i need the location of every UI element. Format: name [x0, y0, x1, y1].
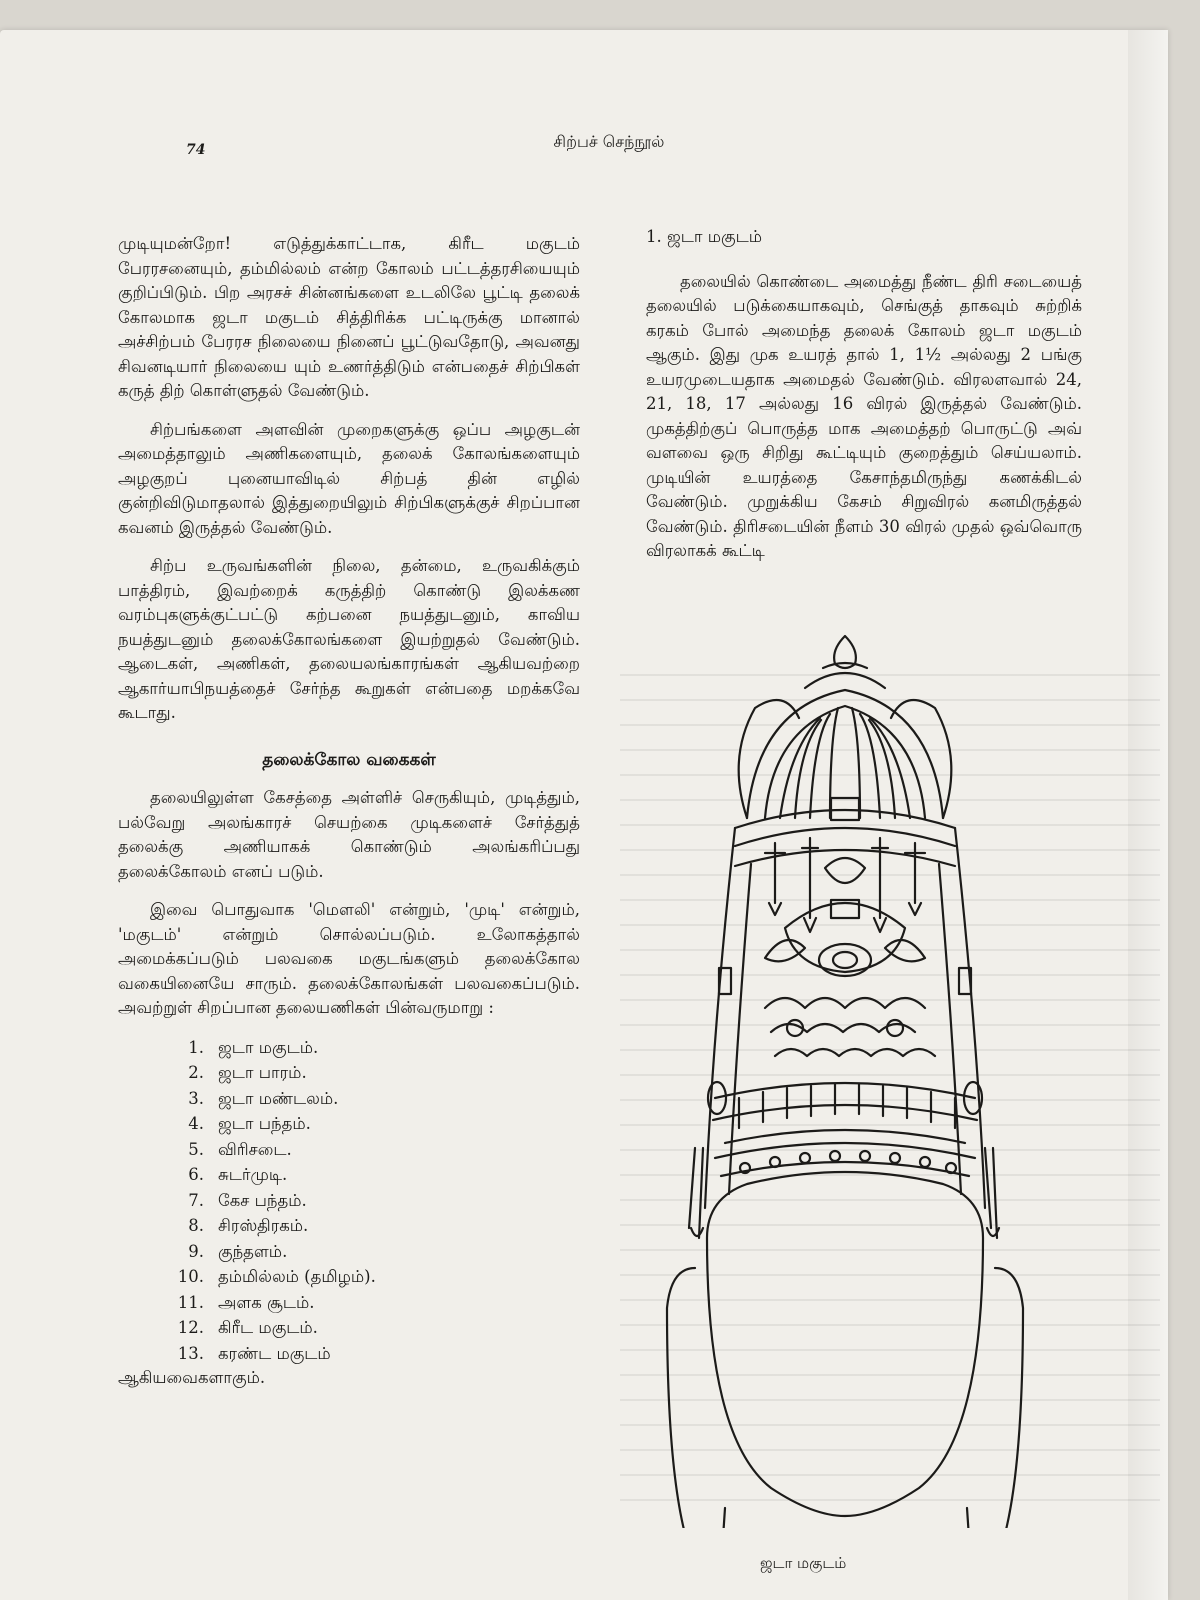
list-item: 12. கிரீட மகுடம்.	[177, 1318, 318, 1337]
section-heading: தலைக்கோல வகைகள்	[262, 749, 436, 770]
list-item: 10. தம்மில்லம் (தமிழம்).	[177, 1267, 376, 1286]
paragraph: சிற்பங்களை அளவின் முறைகளுக்கு ஒப்ப அழகுடன் அமைத்தாலும் அணிகளையும், தலைக் கோலங்களையும் அழகுறப் புனையாவிடில் சிற்பத் தின் எழில் குன்றிவிடுமாதலால் இத்துறையிலும் சிற்பிகளுக்குச் சிறப்பான கவனம் இருத்தல் வேண்டும்.	[118, 419, 580, 537]
list-item: 13. கரண்ட மகுடம்	[177, 1343, 331, 1363]
list-item: 11. அளக சூடம்.	[177, 1292, 315, 1312]
list-item: 5. விரிசடை.	[188, 1139, 292, 1159]
figure-caption: ஜடா மகுடம்	[760, 1554, 847, 1572]
right-column	[646, 225, 1082, 564]
headdress-list	[174, 1035, 580, 1367]
paragraph: தலையில் கொண்டை அமைத்து நீண்ட திரி சடையைத் தலையில் படுக்கையாகவும், செங்குத் தாகவும் சுற்றிக் கரகம் போல் அமைந்த தலைக் கோலம் ஜடா மகுடம் ஆகும். இது முக உயரத் தால் 1, 1½ அல்லது 2 பங்கு உயரமுடையதாக அமைதல் வேண்டும். விரலளவால் 24, 21, 18, 17 அல்லது 16 விரல் இருத்தல் வேண்டும். முகத்திற்குப் பொருத்த மாக அமைத்தற் பொருட்டு அவ் வளவை ஒரு சிறிது கூட்டியும் குறைத்தும் செய்யலாம். முடியின் உயரத்தை கேசாந்தமிருந்து கணக்கிடல் வேண்டும். முறுக்கிய கேசம் சிறுவிரல் கனமிருத்தல் வேண்டும். திரிசடையின் நீளம் 30 விரல் முதல் ஒவ்வொரு விரலாகக் கூட்டி	[646, 271, 1082, 560]
list-item: 3. ஜடா மண்டலம்.	[188, 1088, 339, 1108]
list-item: 8. சிரஸ்திரகம்.	[188, 1216, 309, 1235]
page-number: 74	[186, 142, 206, 158]
page-edge	[1128, 30, 1168, 1600]
paragraph: தலையிலுள்ள கேசத்தை அள்ளிச் செருகியும், முடித்தும், பல்வேறு அலங்காரச் செயற்கை முடிகளைச் சேர்த்துத் தலைக்கு அணியாகக் கொண்டும் அலங்கரிப்பது தலைக்கோலம் எனப் படும்.	[118, 788, 580, 881]
list-item: 1. ஜடா மகுடம்.	[188, 1037, 319, 1057]
list-item: 2. ஜடா பாரம்.	[188, 1063, 307, 1082]
list-item: 9. குந்தளம்.	[188, 1241, 288, 1261]
list-item: 6. சுடர்முடி.	[188, 1165, 288, 1184]
jata-makutam-illustration	[655, 628, 1035, 1528]
running-head: சிற்பச் செந்நூல்	[553, 132, 665, 151]
list-item: 4. ஜடா பந்தம்.	[188, 1114, 311, 1133]
closing-line: ஆகியவைகளாகும்.	[118, 1368, 266, 1387]
list-item: 7. கேச பந்தம்.	[188, 1190, 307, 1210]
subsection-heading: 1. ஜடா மகுடம்	[646, 227, 762, 246]
paragraph: இவை பொதுவாக 'மௌலி' என்றும், 'முடி' என்றும், 'மகுடம்' என்றும் சொல்லப்படும். உலோகத்தால் அமைக்கப்படும் பலவகை மகுடங்களும் தலைக்கோல வகையினையே சாரும். தலைக்கோலங்கள் பலவகைப்படும். அவற்றுள் சிறப்பான தலையணிகள் பின்வருமாறு :	[118, 900, 580, 1017]
paragraph: சிற்ப உருவங்களின் நிலை, தன்மை, உருவகிக்கும் பாத்திரம், இவற்றைக் கருத்திற் கொண்டு இலக்கண வரம்புகளுக்குட்பட்டு கற்பனை நயத்துடனும், காவிய நயத்துடனும் தலைக்கோலங்களை இயற்றுதல் வேண்டும். ஆடைகள், அணிகள், தலையலங்காரங்கள் ஆகியவற்றை ஆகார்யாபிநயத்தைச் சேர்ந்த கூறுகள் என்பதை மறக்கவே கூடாது.	[118, 556, 580, 722]
left-column	[118, 232, 580, 1405]
paragraph: முடியுமன்றோ! எடுத்துக்காட்டாக, கிரீட மகுடம் பேரரசனையும், தம்மில்லம் என்ற கோலம் பட்டத்தரசியையும் குறிப்பிடும். பிற அரசச் சின்னங்களை உடலிலே பூட்டி தலைக் கோலமாக ஜடா மகுடம் சித்திரிக்க பட்டிருக்கு மானால் அச்சிற்பம் பேரரச நிலையை நினைப் பூட்டுவதோடு, அவனது சிவனடியார் நிலையை யும் உணர்த்திடும் என்பதைச் சிற்பிகள் கருத் திற் கொள்ளுதல் வேண்டும்.	[118, 234, 580, 400]
book-page	[0, 30, 1168, 1600]
